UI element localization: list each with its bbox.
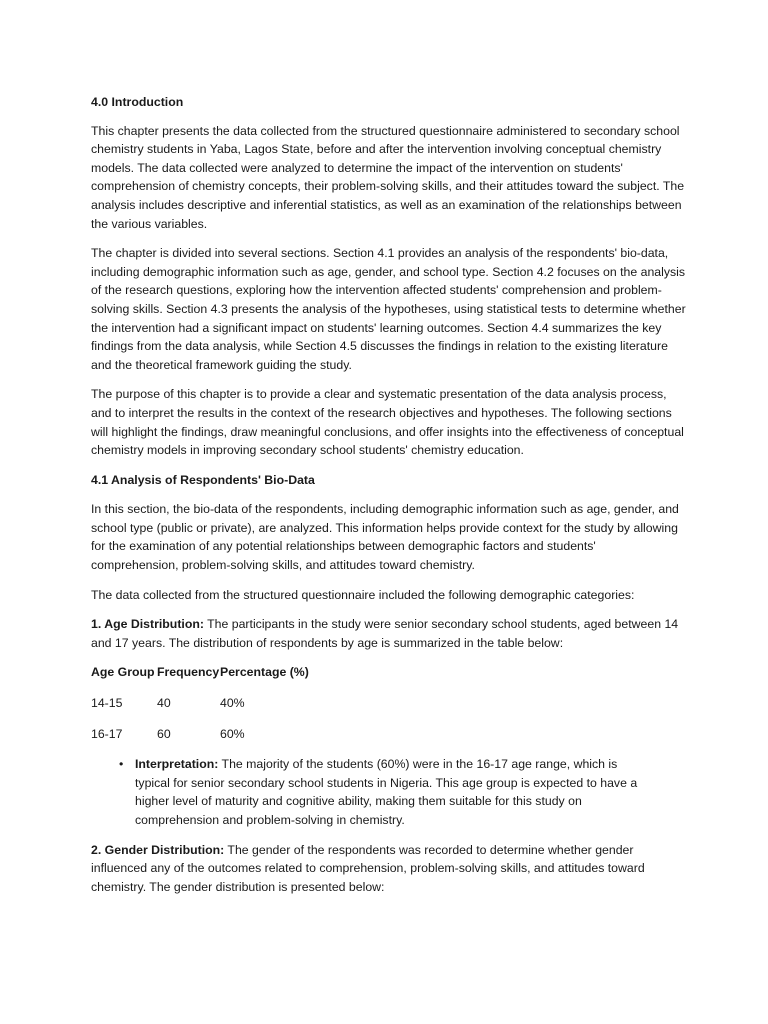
- interpretation-body: The majority of the students (60%) were in the 16-17 age range, which is typical for senior secondary school students in Nigeria. This age group is expected to have a higher level of maturity and cognitive ability, making them suitable for this study on comprehension and problem-solving in chemistry.: [135, 757, 638, 827]
- intro-paragraph-1: This chapter presents the data collected from the structured questionnaire administered to secondary school chemistry students in Yaba, Lagos State, before and after the intervention involving conceptual chemistry models. The data collected were analyzed to determine the impact of the intervention on students' comprehension of chemistry concepts, their problem-solving skills, and their attitudes toward the subject. The analysis includes descriptive and inferential statistics, as well as an examination of the relationships between the various variables.: [91, 123, 685, 231]
- bullet-icon: •: [119, 757, 124, 772]
- age-table-header-cell: Age Group: [91, 665, 155, 680]
- interpretation-text: [135, 755, 645, 829]
- age-table-cell: 14-15: [91, 696, 123, 711]
- age-table-cell: 60%: [220, 726, 245, 741]
- document-body: [91, 93, 686, 896]
- age-table-cell: 60: [157, 726, 171, 741]
- age-table-cell: 16-17: [91, 726, 123, 741]
- age-distribution-label: 1. Age Distribution:: [91, 617, 204, 632]
- age-table-cell: 40: [157, 696, 171, 711]
- interpretation-label: Interpretation:: [135, 757, 219, 772]
- intro-paragraph-3: The purpose of this chapter is to provide a clear and systematic presentation of the data analysis process, and to interpret the results in the context of the research objectives and hypotheses. The following sections will highlight the findings, draw meaningful conclusions, and offer insights into the effectiveness of conceptual chemistry models in improving secondary school students' chemistry education.: [91, 387, 684, 458]
- biodata-paragraph-1: In this section, the bio-data of the respondents, including demographic information such as age, gender, and school type (public or private), are analyzed. This information helps provide context for the study by allowing for the examination of any potential relationships between demographic factors and students' comprehension, problem-solving skills, and attitudes toward chemistry.: [91, 502, 679, 573]
- age-table-row: [91, 725, 686, 744]
- age-distribution-text: The participants in the study were senior secondary school students, aged between 14 and 17 years. The distribution of respondents by age is summarized in the table below:: [91, 617, 679, 650]
- gender-distribution-text: The gender of the respondents was recorded to determine whether gender influenced any of the outcomes related to comprehension, problem-solving skills, and attitudes toward chemistry. The gender distribution is presented below:: [91, 842, 645, 894]
- gender-distribution-label: 2. Gender Distribution:: [91, 842, 225, 857]
- age-table-header-cell: Percentage (%): [220, 665, 309, 680]
- age-table-cell: 40%: [220, 696, 245, 711]
- interpretation-bullet: [91, 755, 686, 829]
- section-heading-intro: 4.0 Introduction: [91, 95, 184, 109]
- biodata-paragraph-2: The data collected from the structured questionnaire included the following demographic categories:: [91, 587, 635, 602]
- age-table-header-cell: Frequency: [157, 665, 220, 680]
- age-table-header: [91, 663, 686, 682]
- gender-distribution-paragraph: [91, 841, 686, 897]
- age-distribution-paragraph: [91, 615, 686, 652]
- section-heading-biodata: 4.1 Analysis of Respondents' Bio-Data: [91, 472, 315, 487]
- intro-paragraph-2: The chapter is divided into several sections. Section 4.1 provides an analysis of the respondents' bio-data, including demographic information such as age, gender, and school type. Section 4.2 focuses on the analysis of the research questions, exploring how the intervention affected students' comprehension and problem-solving skills. Section 4.3 presents the analysis of the hypotheses, using statistical tests to determine whether the intervention had a significant impact on students' learning outcomes. Section 4.4 summarizes the key findings from the data analysis, while Section 4.5 discusses the findings in relation to the existing literature and the theoretical framework guiding the study.: [91, 246, 686, 372]
- age-table-row: [91, 694, 686, 713]
- age-table: [91, 663, 686, 743]
